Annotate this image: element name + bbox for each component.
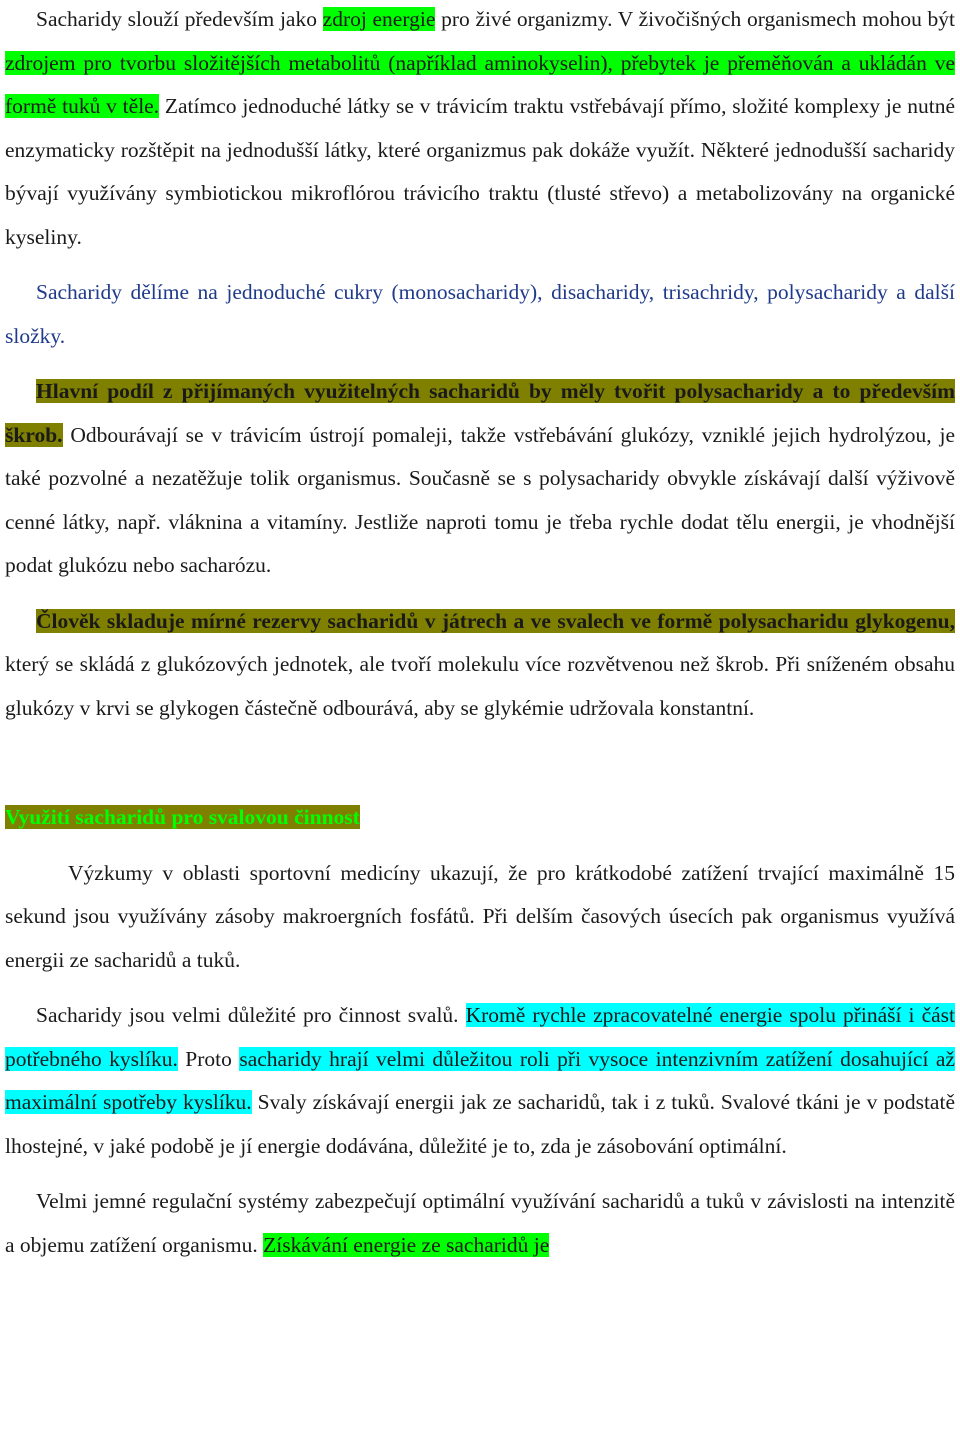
paragraph-sports-medicine: Výzkumy v oblasti sportovní medicíny ukazují, že pro krátkodobé zatížení trvající maximálně 15 sekund jsou využívány zásoby makroergních fosfátů. Při delším časových úsecích pak organismus využívá energii ze sacharidů a tuků. [5,860,955,972]
text-run: Sacharidy slouží především jako [36,7,323,31]
paragraph-polysaccharides [5,370,955,588]
section-heading [5,796,955,840]
highlight-oxygen: Kromě rychle zpracovatelné energie spolu přináší i část potřebného kyslíku. [5,1003,955,1071]
highlight-glycogen: Člověk skladuje mírné rezervy sacharidů v játrech a ve svalech ve formě polysacharidu glykogenu, [36,608,955,633]
paragraph-muscle-activity [5,994,955,1168]
paragraph-regulation [5,1180,955,1267]
highlight-main-intake: Hlavní podíl z přijímaných využitelných sacharidů by měly tvořit polysacharidy a to především škrob. [5,379,955,447]
text-run: pro živé organizmy. V živočišných organismech mohou být [435,7,955,31]
paragraph-glycogen [5,600,955,731]
text-run: Proto [177,1046,240,1071]
text-run: Odbourávají se v trávicím ústrojí pomaleji, takže vstřebávání glukózy, vzniklé jejich hydrolýzou, je také pozvolné a nezatěžuje tolik organismus. Současně se s polysacharidy obvykle získávají další výživově cenné látky, např. vláknina a vitamíny. Jestliže naproti tomu je třeba rychle dodat tělu energii, je vhodnější podat glukózu nebo sacharózu. [5,422,955,577]
highlight-energy: zdroj energie [322,7,436,31]
text-run: který se skládá z glukózových jednotek, ale tvoří molekulu více rozvětvenou než škrob. Při sníženém obsahu glukózy v krvi se glykogen částečně odbourává, aby se glykémie udržovala konstantní. [5,652,955,720]
section-heading-text: Využití sacharidů pro svalovou činnost [5,805,360,829]
highlight-metabolites: zdrojem pro tvorbu složitějších metabolitů (například aminokyselin), přebytek je přeměňován a ukládán ve formě tuků v těle. [5,50,955,118]
text-run: Zatímco jednoduché látky se v trávicím traktu vstřebávají přímo, složité komplexy je nutné enzymaticky rozštěpit na jednodušší látky, které organizmus pak dokáže využít. Některé jednodušší sacharidy bývají využívány symbiotickou mikroflórou trávicího traktu (tlusté střevo) a metabolizovány na organické kyseliny. [5,94,955,249]
paragraph-classification: Sacharidy dělíme na jednoduché cukry (monosacharidy), disacharidy, trisachridy, polysacharidy a další složky. [5,280,955,348]
text-run: Sacharidy jsou velmi důležité pro činnost svalů. [36,1003,466,1027]
highlight-intense-load: sacharidy hrají velmi důležitou roli při vysoce intenzivním zatížení dosahující až maximální spotřeby kyslíku. [5,1046,955,1114]
text-run: Velmi jemné regulační systémy zabezpečují optimální využívání sacharidů a tuků v závislosti na intenzitě a objemu zatížení organismu. [5,1189,955,1257]
paragraph-energy-source [5,0,955,259]
text-run: Svaly získávají energii jak ze sacharidů, tak i z tuků. Svalové tkáni je v podstatě lhostejné, v jaké podobě je jí energie dodávána, důležité je to, zda je zásobování optimální. [5,1090,955,1158]
highlight-energy-gain: Získávání energie ze sacharidů je [263,1232,550,1257]
